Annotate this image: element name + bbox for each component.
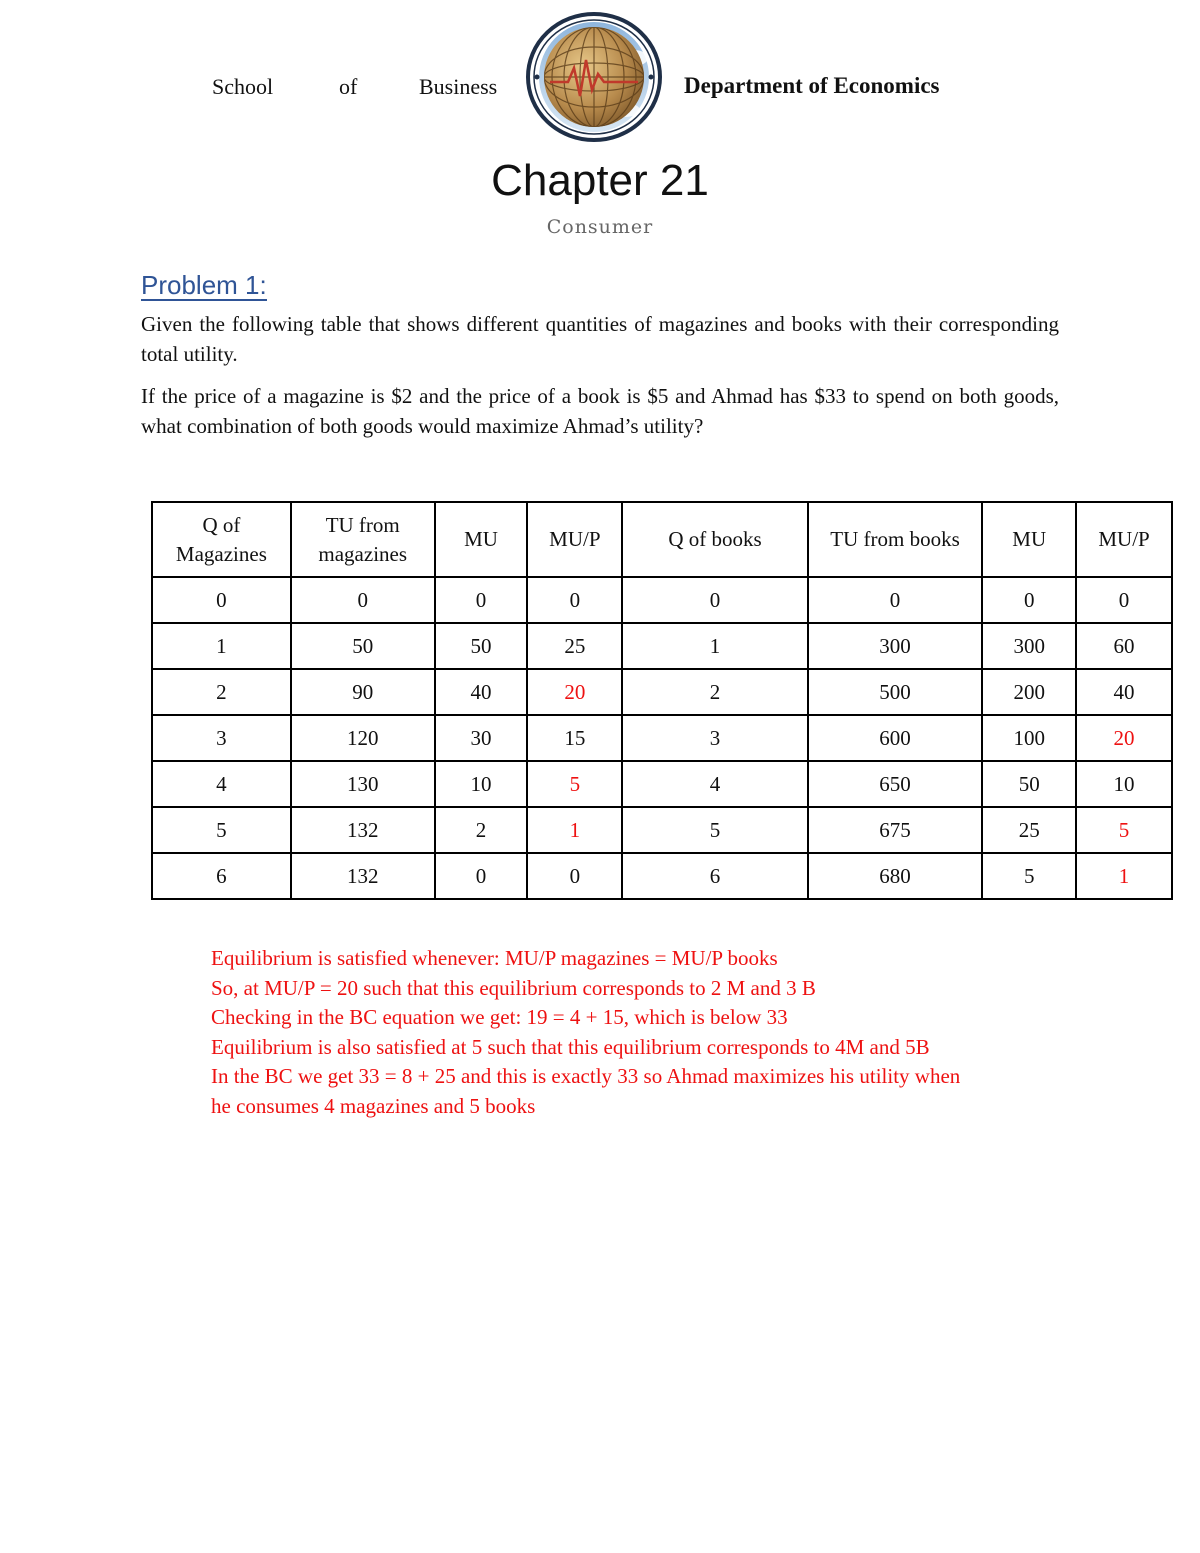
table-cell: 5 [152,807,291,853]
table-row [152,577,1172,623]
header-mup-magazines: MU/P [527,502,622,577]
table-cell: 0 [622,577,808,623]
table-cell: 5 [622,807,808,853]
table-cell: 25 [527,623,622,669]
table-row [152,715,1172,761]
table-row [152,623,1172,669]
table-cell: 600 [808,715,983,761]
answer-line: Equilibrium is also satisfied at 5 such that this equilibrium corresponds to 4M and 5B [211,1034,930,1059]
answer-line: So, at MU/P = 20 such that this equilibrium corresponds to 2 M and 3 B [211,975,816,1000]
table-cell: 200 [982,669,1076,715]
table-cell: 20 [1076,715,1172,761]
answer-line: Equilibrium is satisfied whenever: MU/P magazines = MU/P books [211,946,778,970]
table-cell: 1 [152,623,291,669]
table-cell: 2 [622,669,808,715]
problem-paragraph-1: Given the following table that shows different quantities of magazines and books with their corresponding total utility. [141,312,1059,366]
table-cell: 1 [527,807,622,853]
table-row [152,669,1172,715]
table-cell: 300 [808,623,983,669]
table-cell: 40 [435,669,528,715]
table-cell: 130 [291,761,435,807]
table-cell: 25 [982,807,1076,853]
table-row [152,853,1172,899]
table-cell: 50 [982,761,1076,807]
header-tu-books: TU from books [808,502,983,577]
table-cell: 0 [152,577,291,623]
table-cell: 2 [435,807,528,853]
table-cell: 650 [808,761,983,807]
globe-logo-icon [524,10,664,144]
table-cell: 680 [808,853,983,899]
utility-table [151,501,1173,900]
table-cell: 675 [808,807,983,853]
page-header [0,0,1200,150]
table-cell: 300 [982,623,1076,669]
table-cell: 0 [435,577,528,623]
table-cell: 4 [622,761,808,807]
table-cell: 1 [1076,853,1172,899]
header-department: Department of Economics [684,73,940,98]
table-cell: 2 [152,669,291,715]
table-cell: 0 [527,577,622,623]
table-cell: 500 [808,669,983,715]
table-cell: 10 [435,761,528,807]
table-cell: 3 [622,715,808,761]
header-mu-books: MU [982,502,1076,577]
table-cell: 0 [808,577,983,623]
header-school: School [212,74,274,99]
table-cell: 120 [291,715,435,761]
table-cell: 10 [1076,761,1172,807]
table-cell: 6 [152,853,291,899]
header-of: of [339,74,358,99]
table-cell: 5 [1076,807,1172,853]
table-cell: 5 [982,853,1076,899]
answer-line: he consumes 4 magazines and 5 books [211,1093,536,1118]
table-cell: 0 [982,577,1076,623]
answer-line: In the BC we get 33 = 8 + 25 and this is exactly 33 so Ahmad maximizes his utility when [211,1064,961,1088]
header-business: Business [419,74,498,99]
table-cell: 0 [291,577,435,623]
table-cell: 40 [1076,669,1172,715]
table-cell: 30 [435,715,528,761]
table-cell: 0 [527,853,622,899]
table-cell: 90 [291,669,435,715]
table-cell: 20 [527,669,622,715]
table-cell: 0 [1076,577,1172,623]
table-cell: 0 [435,853,528,899]
table-cell: 5 [527,761,622,807]
table-header-row [152,502,1172,577]
table-row [152,807,1172,853]
table-cell: 60 [1076,623,1172,669]
table-cell: 132 [291,807,435,853]
header-tu-magazines: TU from magazines [291,502,435,577]
table-cell: 4 [152,761,291,807]
table-row [152,761,1172,807]
header-q-books: Q of books [622,502,808,577]
header-q-magazines: Q of Magazines [152,502,291,577]
table-cell: 6 [622,853,808,899]
table-cell: 3 [152,715,291,761]
table-cell: 15 [527,715,622,761]
table-cell: 132 [291,853,435,899]
header-mu-magazines: MU [435,502,528,577]
chapter-subtitle: Consumer [546,216,654,238]
problem-paragraph-2: If the price of a magazine is $2 and the price of a book is $5 and Ahmad has $33 to spend on both goods, what combination of both goods would maximize Ahmad’s utility? [141,384,1059,438]
table-cell: 100 [982,715,1076,761]
chapter-title: Chapter 21 [491,156,709,205]
table-cell: 50 [435,623,528,669]
table-cell: 50 [291,623,435,669]
answer-line: Checking in the BC equation we get: 19 = 4 + 15, which is below 33 [211,1005,788,1029]
answer-block [211,944,1111,1121]
table-cell: 1 [622,623,808,669]
problem-title: Problem 1: [141,270,267,300]
header-mup-books: MU/P [1076,502,1172,577]
